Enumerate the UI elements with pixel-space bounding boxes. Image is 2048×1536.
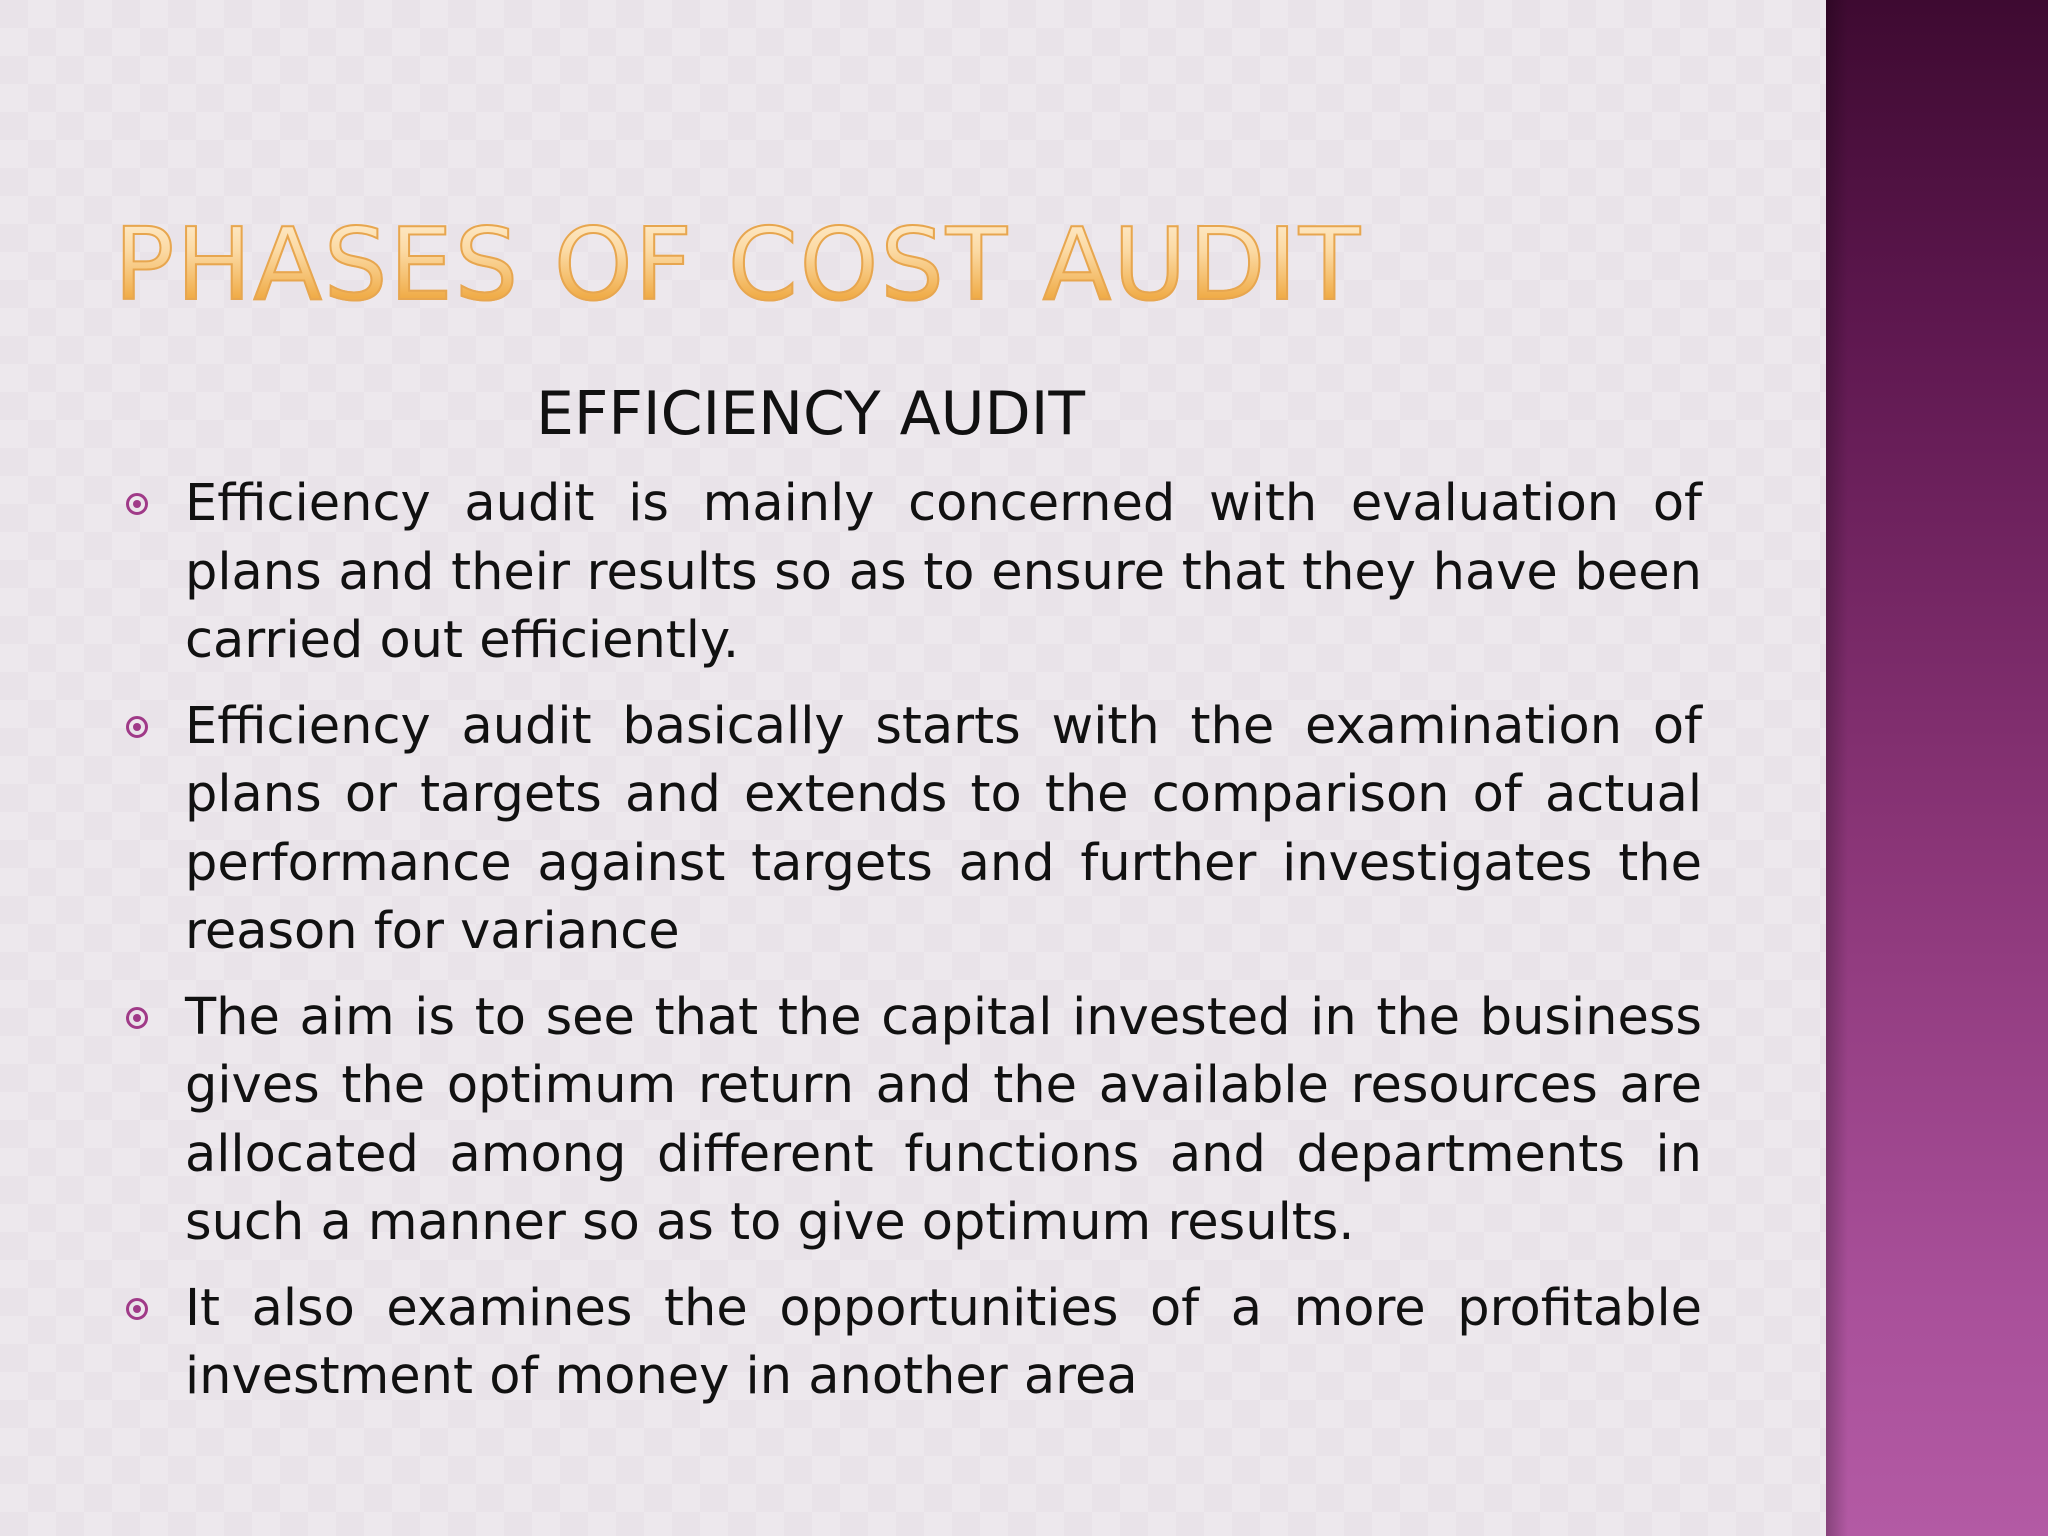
bullet-text: Efficiency audit basically starts with the examination of plans or targets and extends to the comparison of actual performance against targets and further investigates the reason for variance (185, 696, 1702, 961)
bullet-item (120, 1275, 1702, 1412)
circle-dot-icon (126, 716, 148, 738)
bullet-text: Efficiency audit is mainly concerned with evaluation of plans and their results so as to ensure that they have been carried out efficiently. (185, 474, 1702, 670)
decorative-side-band (1826, 0, 2048, 1536)
bullet-text: It also examines the opportunities of a more profitable investment of money in another area (185, 1278, 1702, 1406)
bullet-item (120, 984, 1702, 1258)
slide-title: PHASES OF COST AUDIT (114, 200, 1362, 330)
bullet-item (120, 693, 1702, 967)
bullet-item (120, 470, 1702, 676)
circle-dot-icon (126, 1298, 148, 1320)
circle-dot-icon (126, 493, 148, 515)
bullet-text: The aim is to see that the capital invested in the business gives the optimum return and the available resources are allocated among different functions and departments in such a manner so as to give optimum results. (185, 987, 1702, 1252)
slide-subtitle: EFFICIENCY AUDIT (536, 379, 1086, 449)
circle-dot-icon (126, 1007, 148, 1029)
bullet-list (120, 470, 1702, 1429)
